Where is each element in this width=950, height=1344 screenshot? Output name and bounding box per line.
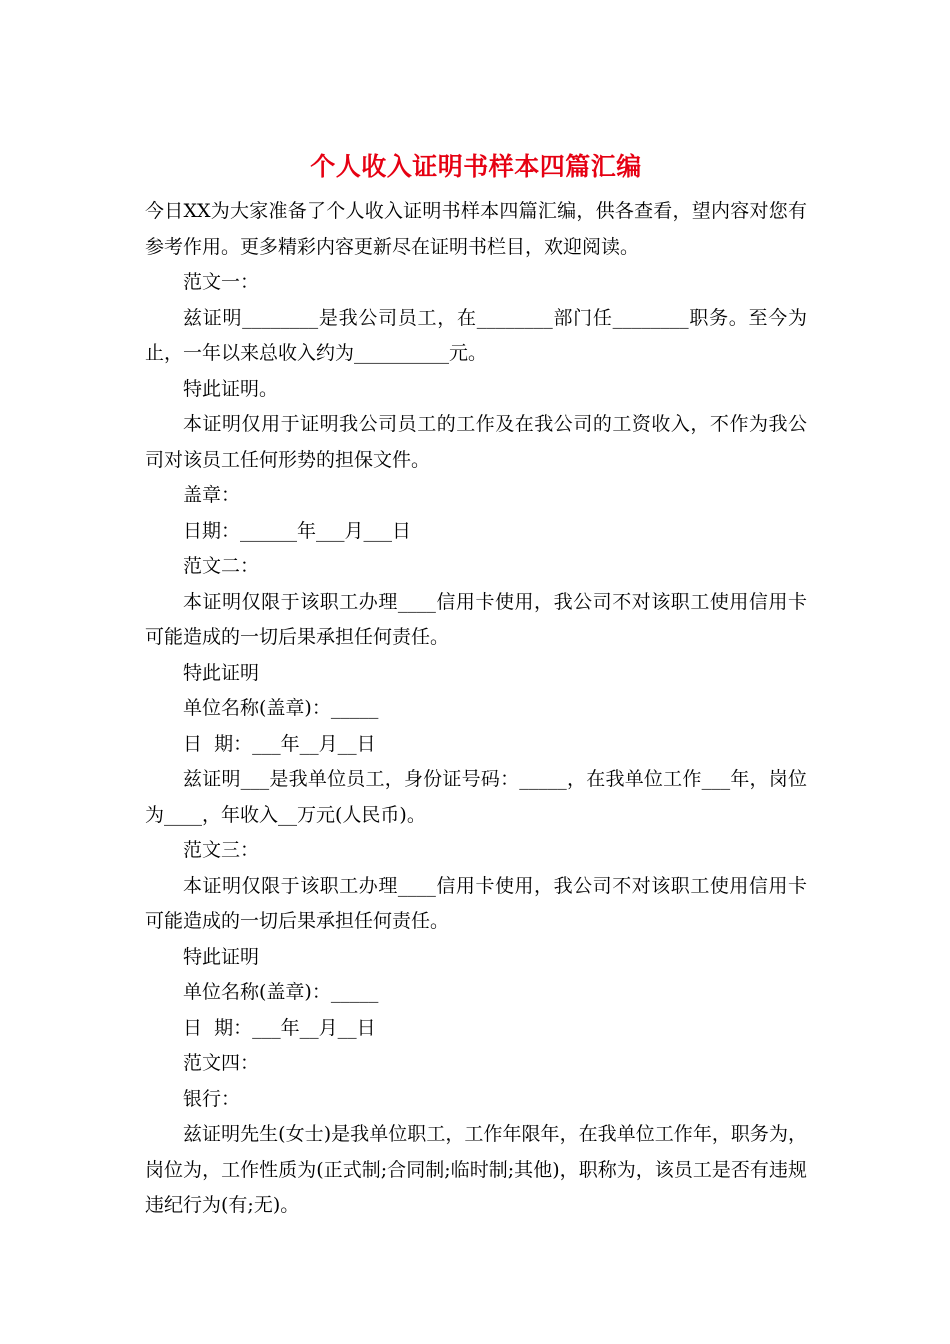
paragraph: 特此证明。: [183, 377, 279, 400]
paragraph: 今日XX为大家准备了个人收入证明书样本四篇汇编，供各查看，望内容对您有参考作用。更多精彩内容更新尽在证明书栏目，欢迎阅读。: [145, 200, 807, 258]
paragraph: 本证明仅限于该职工办理____信用卡使用，我公司不对该职工使用信用卡可能造成的一切后果承担任何责任。: [145, 590, 807, 648]
paragraph: 兹证明________是我公司员工，在________部门任________职务。至今为止，一年以来总收入约为__________元。: [145, 306, 807, 364]
document-body: [145, 194, 807, 1224]
paragraph: 范文一：: [183, 271, 260, 293]
paragraph: 兹证明先生(女士)是我单位职工，工作年限年，在我单位工作年，职务为，岗位为，工作性质为(正式制;合同制;临时制;其他)，职称为，该员工是否有违规违纪行为(有;无)。: [145, 1123, 807, 1216]
paragraph: 兹证明___是我单位员工，身份证号码：_____，在我单位工作___年，岗位为____，年收入__万元(人民币)。: [145, 768, 807, 826]
paragraph: 范文三：: [183, 839, 260, 861]
paragraph: 银行：: [183, 1087, 241, 1110]
document-page: [145, 146, 807, 1224]
paragraph: 特此证明: [183, 661, 260, 684]
paragraph: 日 期：___年__月__日: [183, 1016, 376, 1039]
paragraph: 本证明仅限于该职工办理____信用卡使用，我公司不对该职工使用信用卡可能造成的一切后果承担任何责任。: [145, 874, 807, 932]
paragraph: 单位名称(盖章)：_____: [183, 981, 379, 1003]
paragraph: 盖章：: [183, 484, 241, 506]
paragraph: 特此证明: [183, 945, 260, 968]
paragraph: 日 期：___年__月__日: [183, 732, 376, 755]
paragraph: 本证明仅用于证明我公司员工的工作及在我公司的工资收入，不作为我公司对该员工任何形势的担保文件。: [145, 413, 807, 471]
paragraph: 日期：______年___月___日: [183, 519, 412, 542]
paragraph: 范文四：: [183, 1052, 260, 1074]
paragraph: 范文二：: [183, 555, 260, 577]
paragraph: 单位名称(盖章)：_____: [183, 697, 379, 719]
document-title: 个人收入证明书样本四篇汇编: [310, 152, 642, 181]
